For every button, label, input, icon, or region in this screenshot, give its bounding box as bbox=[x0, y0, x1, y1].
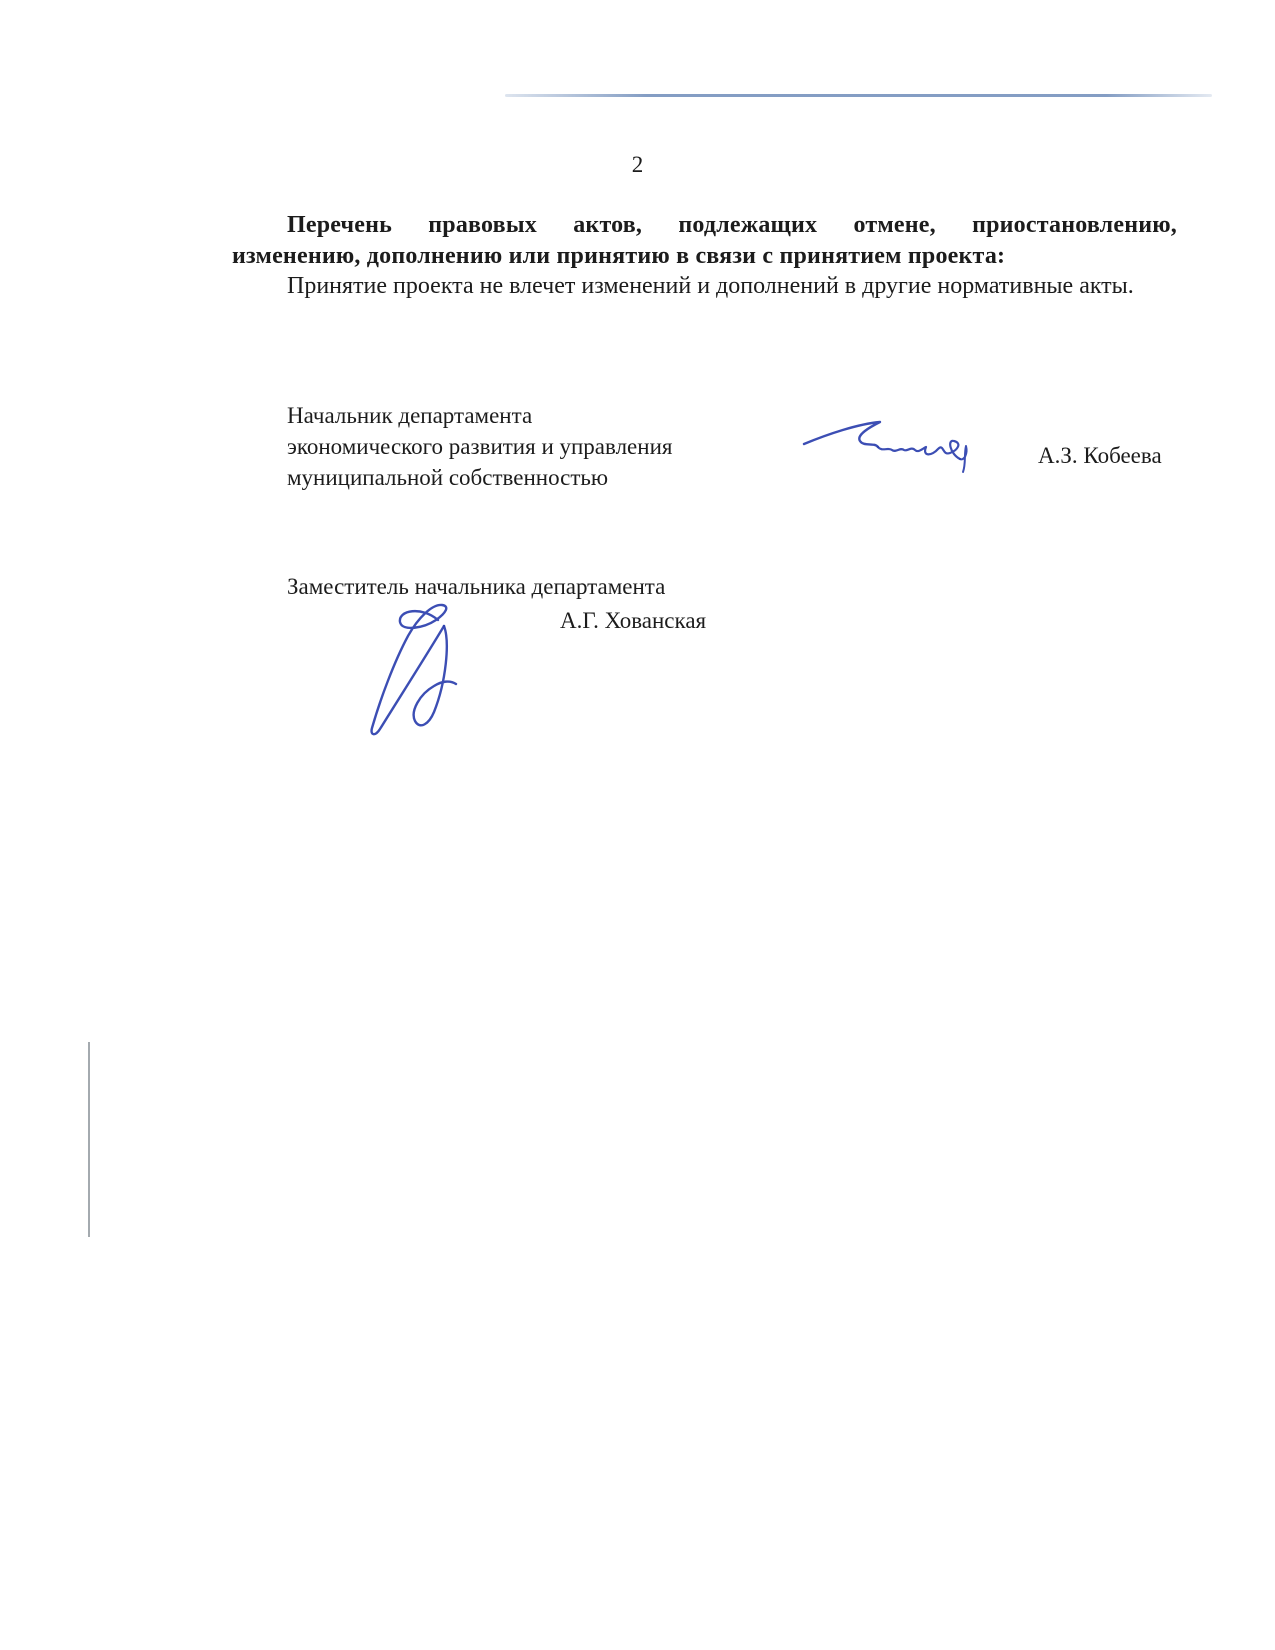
signatory-1-title-line-2: экономического развития и управления bbox=[287, 434, 673, 460]
signature-2-ink bbox=[360, 598, 495, 743]
scan-artifact-top-line bbox=[505, 94, 1212, 97]
signatory-1-title-line-1: Начальник департамента bbox=[287, 403, 533, 428]
main-text-block bbox=[232, 210, 1177, 302]
signatory-1-title bbox=[287, 400, 747, 493]
signature-1-ink bbox=[800, 402, 985, 477]
signatory-1-title-line-3: муниципальной собственностью bbox=[287, 465, 609, 491]
signatory-2-title: Заместитель начальника департамента bbox=[287, 574, 666, 599]
signature-2-strokes bbox=[360, 598, 495, 743]
signatory-2-name: А.Г. Хованская bbox=[560, 608, 707, 633]
body-paragraph: Принятие проекта не влечет изменений и дополнений в другие нормативные акты. bbox=[287, 273, 1134, 300]
heading-line-2: изменению, дополнению или принятию в связи с принятием проекта: bbox=[232, 242, 1006, 269]
signatory-1-name: А.З. Кобеева bbox=[1038, 443, 1162, 468]
heading-line-1: Перечень правовых актов, подлежащих отмене, приостановлению, bbox=[287, 212, 1177, 238]
signature-1-strokes bbox=[800, 402, 985, 477]
page-number: 2 bbox=[631, 152, 644, 177]
scan-artifact-left-line bbox=[88, 1042, 90, 1237]
